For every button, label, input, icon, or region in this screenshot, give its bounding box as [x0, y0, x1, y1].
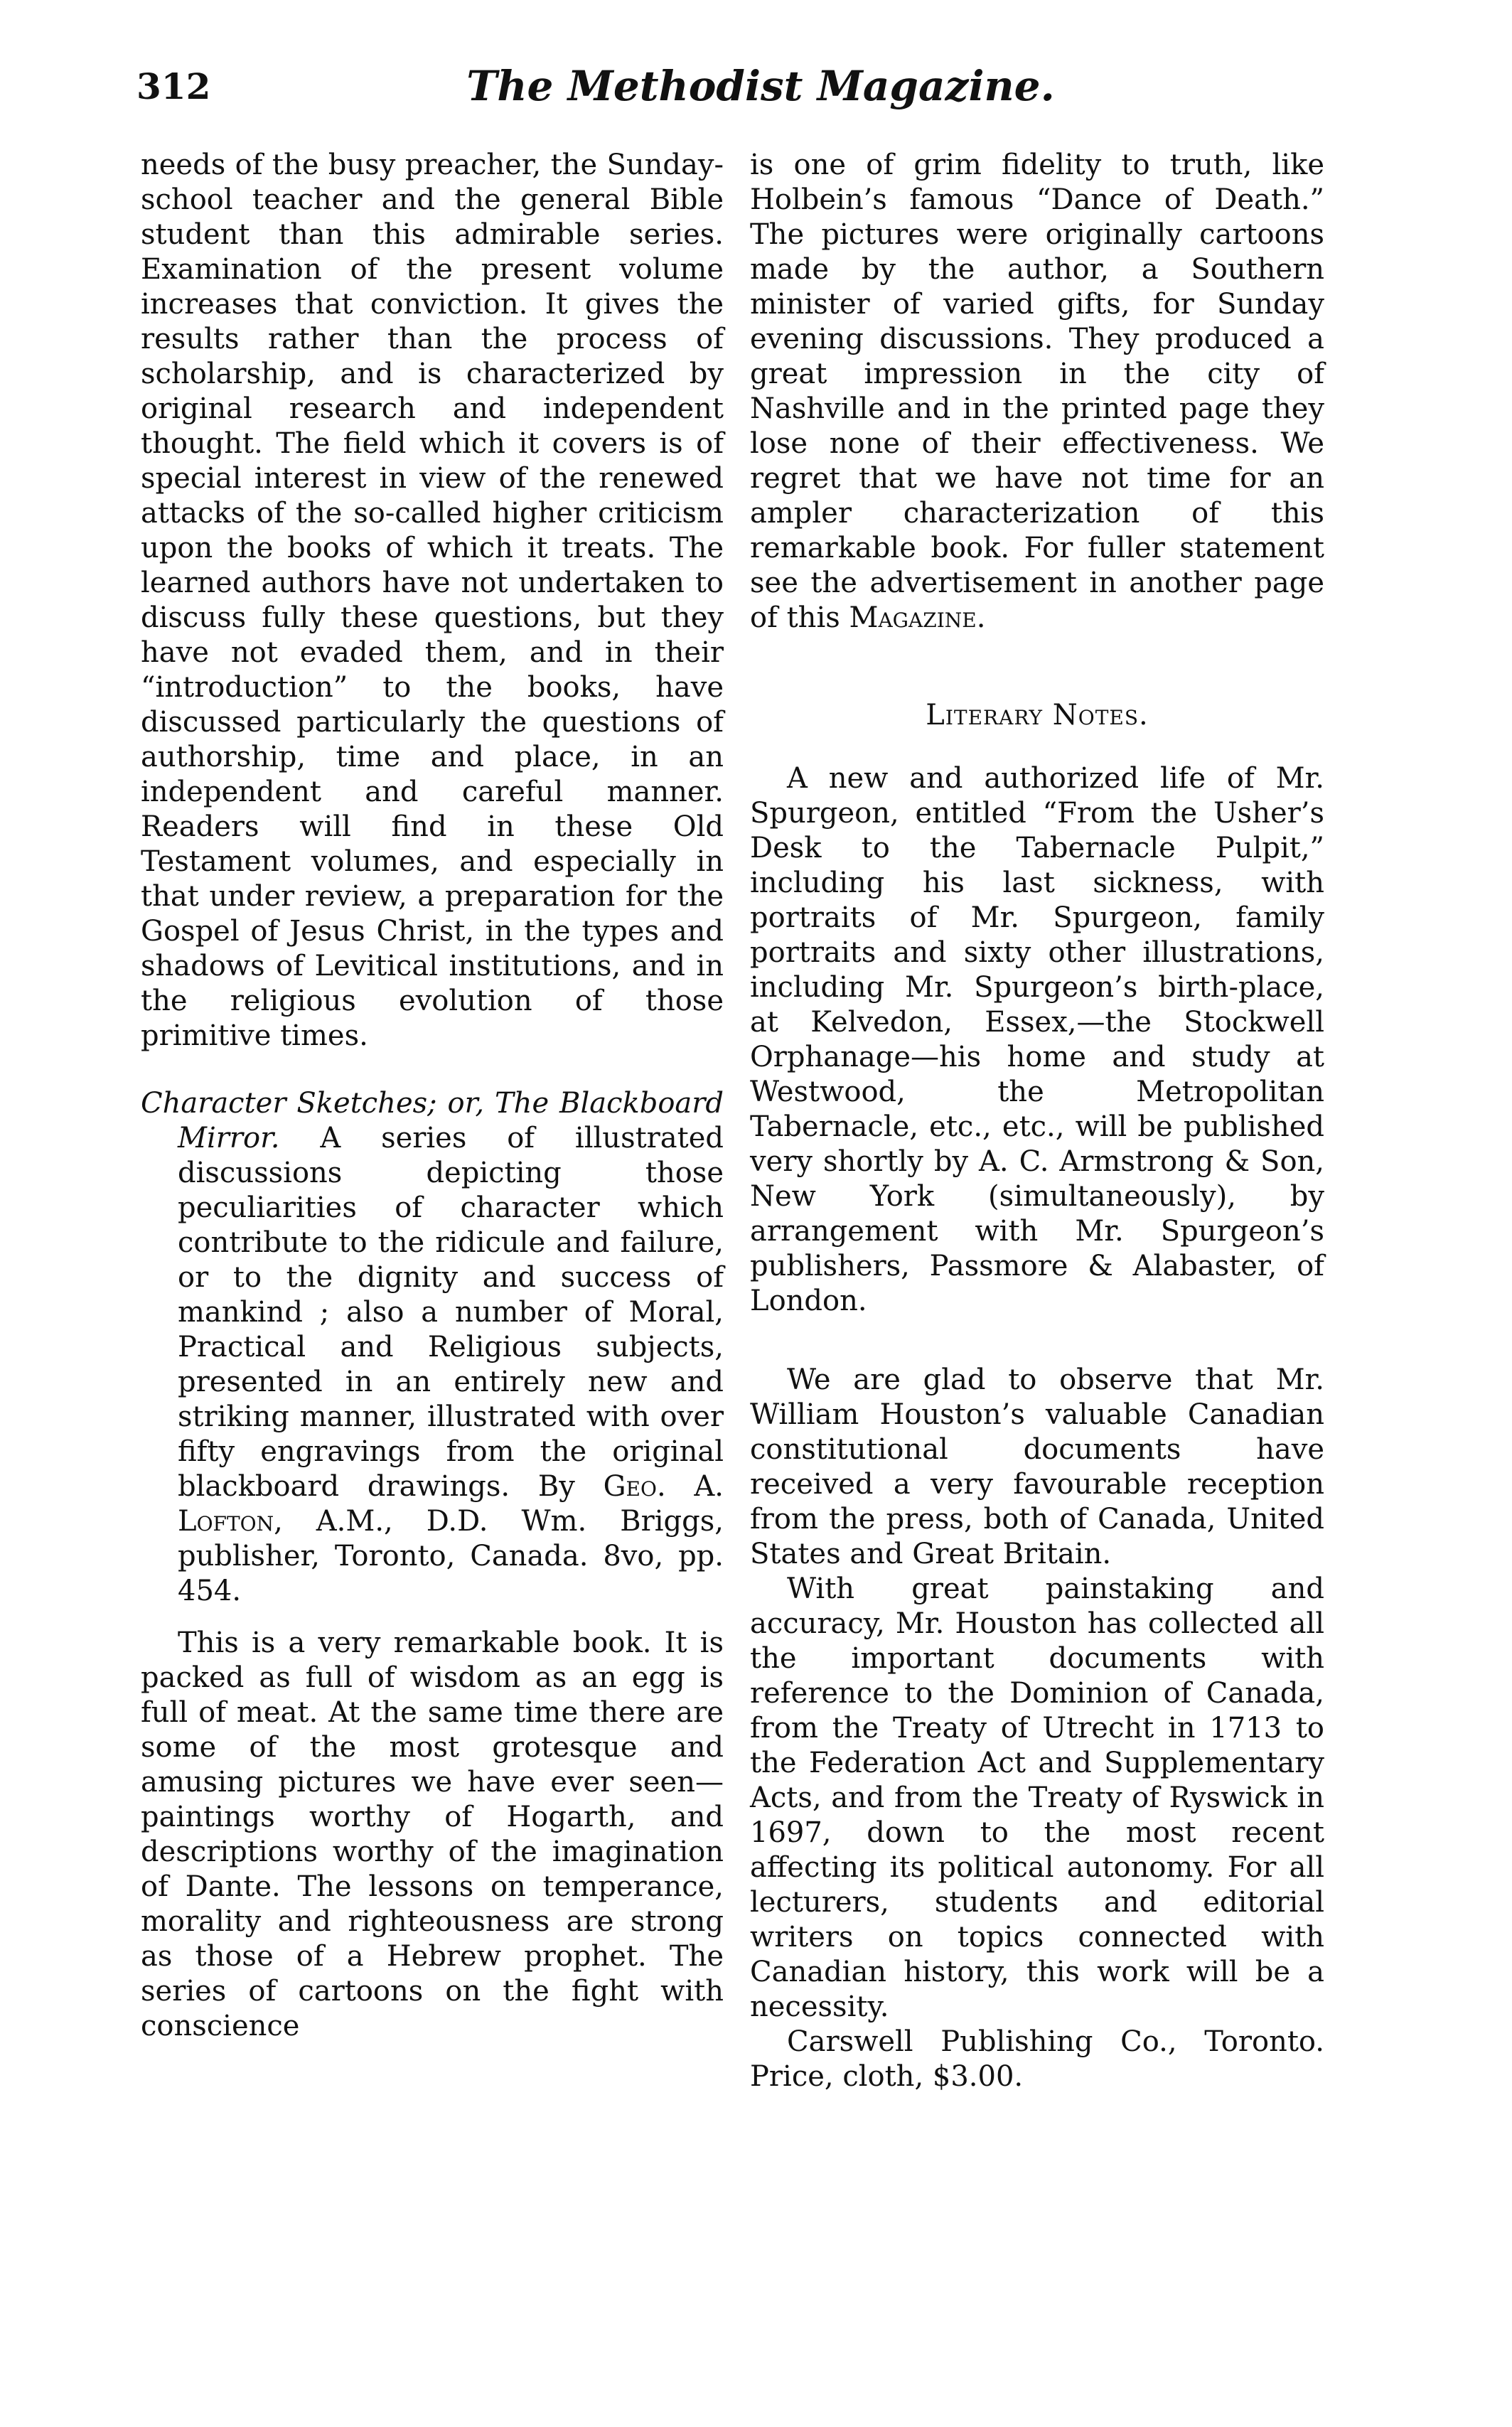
houston-note-paragraph-2: With great painstaking and accuracy, Mr. Houston has collected all the important documents with reference to the Dominion of Canada, from the Treaty of Utrecht in 1713 to the Federation Act and Supplementary Acts, and from the Treaty of Ryswick in 1697, down to the most recent affecting its political autonomy. For all lecturers, students and editorial writers on topics connected with Canadian history, this work will be a necessity. — [750, 1573, 1324, 2023]
left-column — [141, 148, 724, 2044]
page-number: 312 — [136, 65, 211, 107]
review-conclusion-paragraph — [750, 148, 1324, 636]
publisher-price-line: Carswell Publishing Co., Toronto. Price, cloth, $3.00. — [750, 2025, 1324, 2093]
book-author: Geo. A. Lofton — [178, 1470, 724, 1538]
houston-note-paragraph: We are glad to observe that Mr. William Houston’s valuable Canadian constitutional documents have received a very favourable reception from the press, both of Canada, United States and Great Britain. — [750, 1363, 1324, 1570]
section-heading-literary-notes: Literary Notes. — [926, 699, 1149, 732]
review-conclusion-period: . — [976, 601, 986, 634]
running-head-title: The Methodist Magazine. — [466, 62, 1055, 110]
book-entry — [141, 1086, 724, 1609]
book-title: Character Sketches; or, The Blackboard Mirror. — [141, 1087, 724, 1154]
book-review-paragraph: This is a very remarkable book. It is packed as full of wisdom as an egg is full of meat. At the same time there are some of the most grotesque and amusing pictures we have ever seen—paintings worthy of Hogarth, and descriptions worthy of the imagination of Dante. The lessons on temperance, morality and righteousness are strong as those of a Hebrew prophet. The series of cartoons on the fight with conscience — [141, 1627, 724, 2042]
right-column — [750, 148, 1324, 2094]
magazine-name: Magazine — [849, 601, 977, 634]
review-continued-paragraph: needs of the busy preacher, the Sunday-school teacher and the general Bible student than this admirable series. Examination of the present volume increases that conviction. It gives the results rather than the process of scholarship, and is characterized by original research and independent thought. The field which it covers is of special interest in view of the renewed attacks of the so-called higher criticism upon the books of which it treats. The learned authors have not undertaken to discuss fully these questions, but they have not evaded them, and in their “introduction” to the books, have discussed particularly the questions of authorship, time and place, in an independent and careful manner. Readers will find in these Old Testament volumes, and especially in that under review, a preparation for the Gospel of Jesus Christ, in the types and shadows of Levitical institutions, and in the religious evolution of those primitive times. — [141, 149, 724, 1052]
review-conclusion-text: is one of grim fidelity to truth, like Holbein’s famous “Dance of Death.” The pictures were originally cartoons made by the author, a Southern minister of varied gifts, for Sunday evening discussions. They produced a great impression in the city of Nashville and in the printed page they lose none of their effectiveness. We regret that we have not time for an ampler characterization of this remarkable book. For fuller statement see the advertisement in another page of this — [750, 149, 1324, 634]
book-publisher: Wm. Briggs, publisher, Toronto, Canada. 8vo, pp. 454. — [178, 1505, 724, 1607]
book-degrees: , A.M., D.D. — [274, 1505, 488, 1538]
spurgeon-note-paragraph: A new and authorized life of Mr. Spurgeon, entitled “From the Usher’s Desk to the Tabernacle Pulpit,” including his last sickness, with portraits of Mr. Spurgeon, family portraits and sixty other illustrations, including Mr. Spurgeon’s birth-place, at Kelvedon, Essex,—the Stockwell Orphanage—his home and study at Westwood, the Metropolitan Tabernacle, etc., etc., will be published very shortly by A. C. Armstrong & Son, New York (simultaneously), by arrangement with Mr. Spurgeon’s publishers, Passmore & Alabaster, of London. — [750, 762, 1324, 1317]
book-description: A series of illustrated discussions depicting those peculiarities of character which contribute to the ridicule and failure, or to the dignity and success of mankind ; also a number of Moral, Practical and Religious subjects, presented in an entirely new and striking manner, illustrated with over fifty engravings from the original blackboard drawings. By — [178, 1122, 724, 1503]
